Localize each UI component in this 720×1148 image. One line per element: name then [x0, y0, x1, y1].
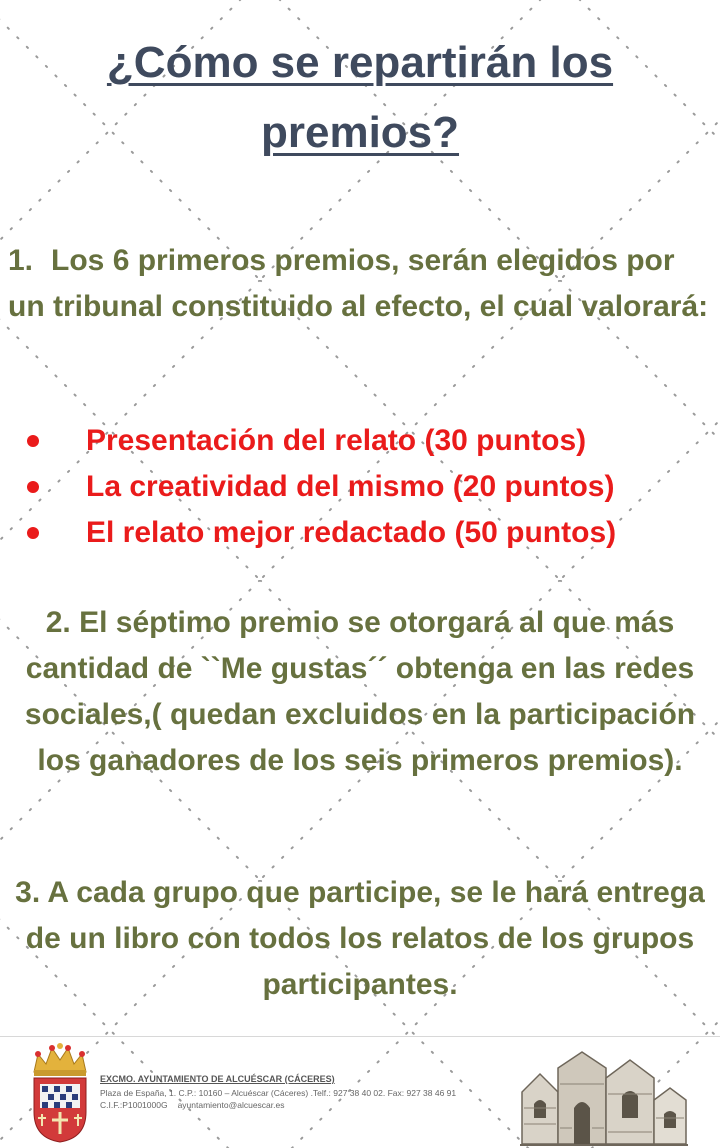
section-3-paragraph: 3. A cada grupo que participe, se le hará entrega de un libro con todos los relatos de los grupos participantes.	[15, 876, 705, 1001]
criteria-item-text: La creatividad del mismo (20 puntos)	[86, 470, 615, 503]
criteria-list	[0, 418, 720, 556]
page-title-line-2: premios?	[260, 108, 460, 157]
criteria-item	[0, 464, 720, 510]
bullet-icon	[27, 481, 39, 493]
page-title-line-1: ¿Cómo se repartirán los	[106, 38, 614, 87]
organization-address: Plaza de España, 1. C.P.: 10160 – Alcuéscar (Cáceres) .Telf.: 927 38 40 02. Fax: 927 38 46 91	[100, 1088, 457, 1098]
footer-divider	[0, 1036, 720, 1037]
criteria-item	[0, 510, 720, 556]
bullet-icon	[27, 527, 39, 539]
organization-contact	[100, 1099, 285, 1111]
coat-of-arms-icon	[28, 1042, 92, 1144]
bullet-icon	[27, 435, 39, 447]
letterhead-footer	[0, 1036, 720, 1148]
section-1-number: 1.	[8, 244, 34, 277]
organization-cif: C.I.F.:P1001000G	[100, 1100, 168, 1110]
criteria-item-text: Presentación del relato (30 puntos)	[86, 424, 587, 457]
organization-name: EXCMO. AYUNTAMIENTO DE ALCUÉSCAR (CÁCERES)	[100, 1074, 335, 1084]
section-2-paragraph: 2. El séptimo premio se otorgará al que más cantidad de ``Me gustas´´ obtenga en las redes sociales,( quedan excluidos en la participación los ganadores de los seis primeros premios).	[24, 606, 696, 777]
section-1-text: Los 6 primeros premios, serán elegidos por un tribunal constituido al efecto, el cual valorará:	[8, 244, 709, 323]
section-1-paragraph	[8, 238, 713, 330]
church-building-icon	[520, 1048, 688, 1146]
organization-email: ayuntamiento@alcuescar.es	[177, 1100, 285, 1110]
criteria-item-text: El relato mejor redactado (50 puntos)	[86, 516, 617, 549]
criteria-item	[0, 418, 720, 464]
